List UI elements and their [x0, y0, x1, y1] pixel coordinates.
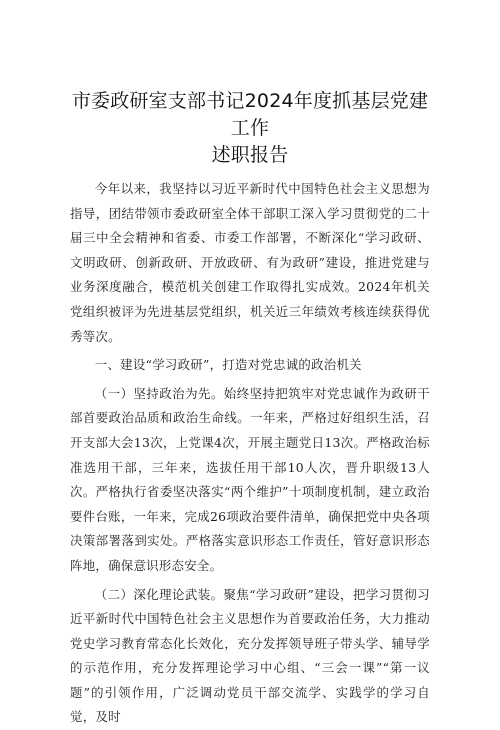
- subsection-2-paragraph: （二）深化理论武装。聚焦“学习政研”建设，把学习贯彻习近平新时代中国特色社会主义思想作为首要政治任务，大力推动党史学习教育常态化长效化，充分发挥领导班子带头学、辅导学的示范作用，充分发挥理论学习中心组、“三会一课”“第一议题”的引领作用，广泛调动党员干部交流学、实践学的学习自觉，及时: [70, 583, 430, 730]
- document-title: [70, 88, 430, 169]
- section-heading-1: 一、建设“学习政研”，打造对党忠诚的政治机关: [70, 353, 430, 378]
- title-line-1: 市委政研室支部书记2024年度抓基层党建工作: [72, 90, 428, 139]
- title-line-2: 述职报告: [212, 144, 289, 166]
- intro-paragraph: 今年以来，我坚持以习近平新时代中国特色社会主义思想为指导，团结带领市委政研室全体干部职工深入学习贯彻党的二十届三中全会精神和省委、市委工作部署，不断深化“学习政研、文明政研、创新政研、开放政研、有为政研”建设，推进党建与业务深度融合，模范机关创建工作取得扎实成效。2024年机关党组织被评为先进基层党组织，机关近三年绩效考核连续获得优秀等次。: [70, 177, 430, 349]
- subsection-1-paragraph: （一）坚持政治为先。始终坚持把筑牢对党忠诚作为政研干部首要政治品质和政治生命线。一年来，严格过好组织生活，召开支部大会13次，上党课4次，开展主题党日13次。严格政治标准选用干部，三年来，选拔任用干部10人次，晋升职级13人次。严格执行省委坚决落实“两个维护”十项制度机制，建立政治要件台账，一年来，完成26项政治要件清单，确保把党中央各项决策部署落到实处。严格落实意识形态工作责任，管好意识形态阵地，确保意识形态安全。: [70, 382, 430, 579]
